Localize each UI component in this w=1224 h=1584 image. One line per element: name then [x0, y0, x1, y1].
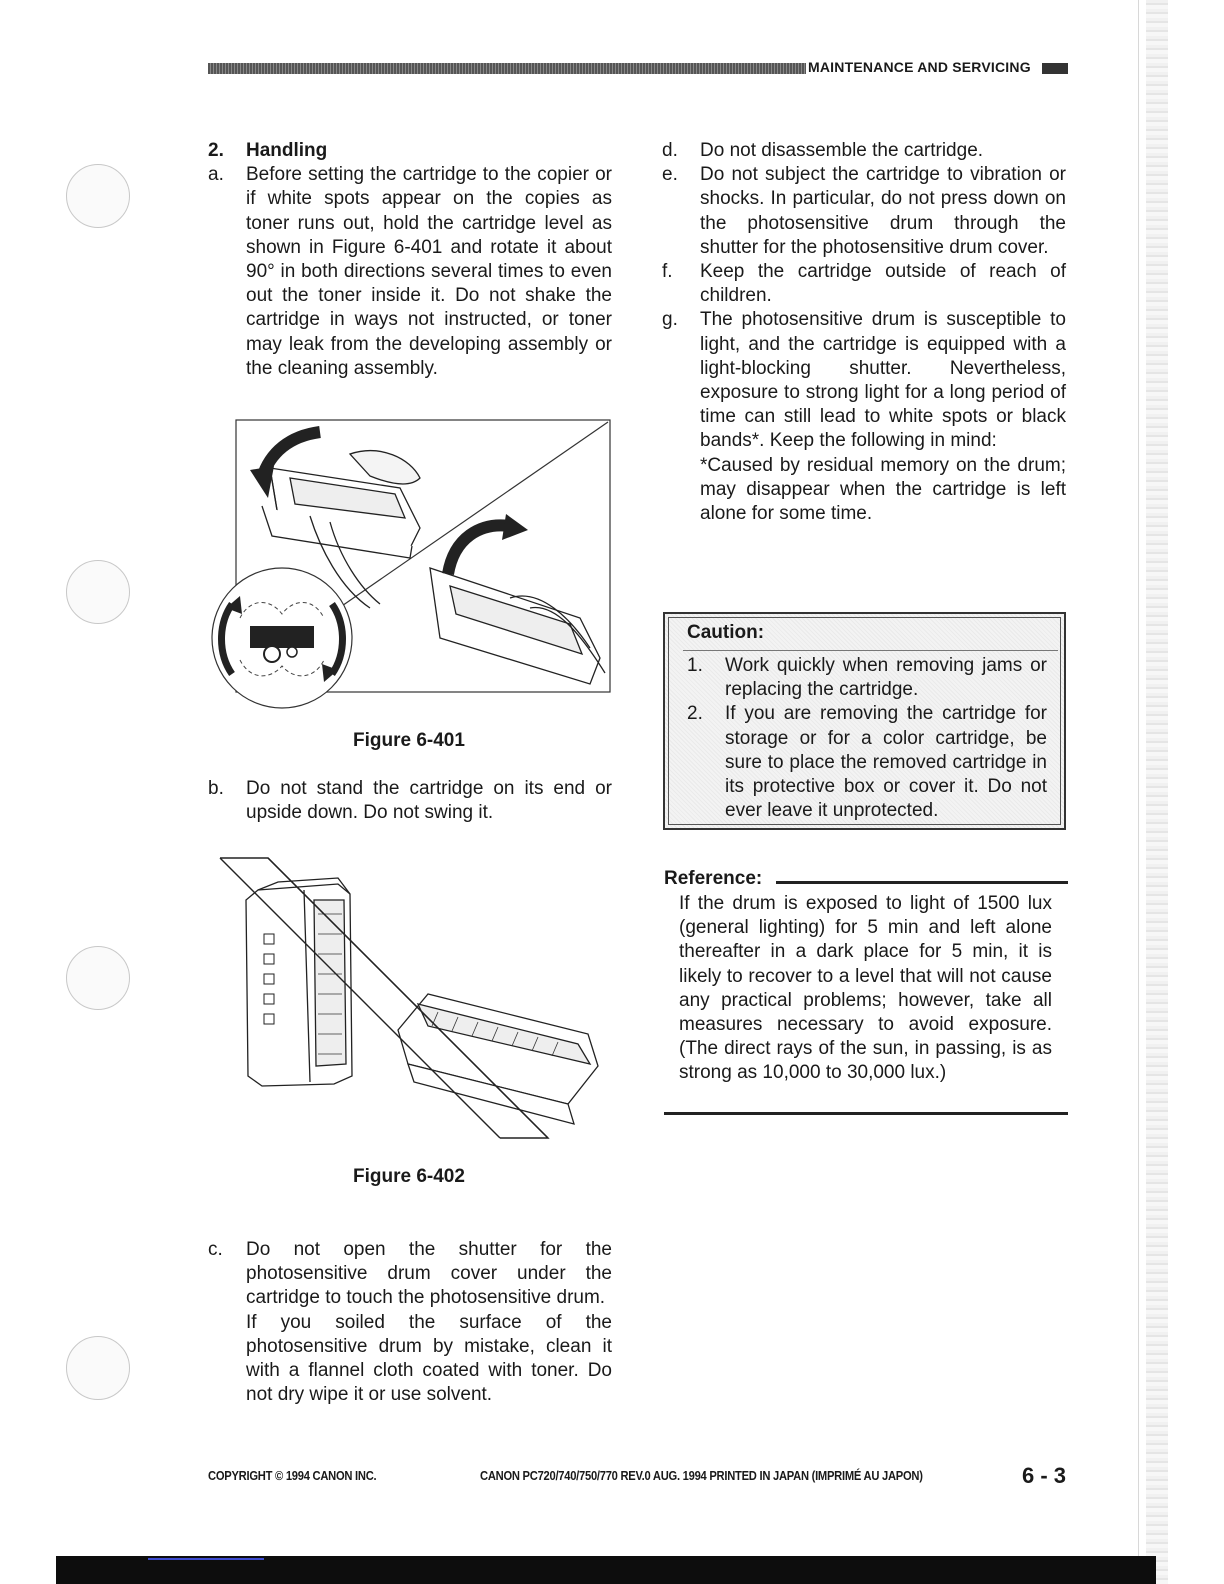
punch-hole — [66, 164, 130, 228]
item-text: Do not stand the cartridge on its end or upside down. Do not swing it. — [246, 778, 612, 824]
item-text: Do not disassemble the cartridge. — [700, 140, 984, 161]
item-text — [246, 1238, 612, 1407]
reference-text: If the drum is exposed to light of 1500 lux (general lighting) for 5 min and left alone thereafter in a dark place for 5 min, it is likely to recover to a level that will not cause any practical problems; however, take all measures necessary to avoid exposure. (The direct rays of the sun, in passing, is as strong as 10,000 to 30,000 lux.) — [679, 893, 1052, 1084]
item-text-part1: Do not open the shutter for the photosensitive drum cover under the cartridge to touch the photosensitive drum. — [246, 1239, 612, 1309]
caution-box — [663, 612, 1066, 830]
item-text-main: The photosensitive drum is susceptible to light, and the cartridge is equipped with a light-blocking shutter. Nevertheless, exposure to strong light for a long period of time can still lead to white spots or black bands*. Keep the following in mind: — [700, 309, 1066, 452]
figure-6-401 — [210, 418, 614, 722]
list-item — [662, 308, 1066, 526]
caution-title: Caution: — [687, 622, 765, 643]
section-title: MAINTENANCE AND SERVICING — [808, 59, 1031, 75]
footnote: *Caused by residual memory on the drum; may disappear when the cartridge is left alone for some time. — [700, 454, 1066, 525]
list-item — [687, 654, 1047, 702]
item-label: 1. — [687, 655, 703, 676]
list-item — [208, 777, 612, 825]
punch-hole — [66, 1336, 130, 1400]
precautions-list — [662, 139, 1066, 526]
list-item — [662, 163, 1066, 260]
list-item — [687, 702, 1047, 823]
caution-divider — [683, 650, 1058, 651]
cartridge-orientation-illustration — [218, 854, 608, 1144]
item-label: g. — [662, 309, 678, 331]
cartridge-rotation-illustration — [210, 418, 614, 722]
list-item — [662, 139, 1066, 163]
section-heading-text: Handling — [246, 140, 328, 161]
reference-title: Reference: — [664, 868, 763, 889]
item-text: If you are removing the cartridge for storage or for a color cartridge, be sure to place the removed cartridge in its protective box or cover it. Do not ever leave it unprotected. — [725, 703, 1047, 822]
copyright: COPYRIGHT © 1994 CANON INC. — [208, 1468, 377, 1483]
item-text — [700, 308, 1066, 526]
reference-bottom-rule — [664, 1112, 1068, 1115]
item-c — [208, 1238, 612, 1407]
section-heading — [208, 139, 612, 163]
list-item — [208, 163, 612, 381]
list-item — [208, 1238, 612, 1407]
scan-edge-line — [1138, 0, 1139, 1584]
header-end-block — [1042, 63, 1068, 74]
item-label: a. — [208, 164, 224, 186]
header-rule — [208, 63, 806, 74]
scan-bottom-bar — [56, 1556, 1156, 1584]
figure-caption: Figure 6-401 — [353, 730, 465, 751]
item-label: e. — [662, 164, 678, 186]
item-text: Do not subject the cartridge to vibration or shocks. In particular, do not press down on the photosensitive drum through the shutter for the photosensitive drum cover. — [700, 164, 1066, 258]
scan-edge-noise — [1146, 0, 1168, 1584]
item-text-part2: If you soiled the surface of the photosensitive drum by mistake, clean it with a flannel cloth coated with toner. Do not dry wipe it or use solvent. — [246, 1311, 612, 1406]
item-label: f. — [662, 261, 673, 283]
item-label: b. — [208, 778, 224, 799]
punch-hole — [66, 560, 130, 624]
punch-hole — [66, 946, 130, 1010]
publication-info: CANON PC720/740/750/770 REV.0 AUG. 1994 PRINTED IN JAPAN (IMPRIMÉ AU JAPON) — [480, 1468, 923, 1483]
section-number: 2. — [208, 140, 224, 161]
list-item — [662, 260, 1066, 308]
item-label: 2. — [687, 703, 703, 725]
item-text: Keep the cartridge outside of reach of children. — [700, 261, 1066, 307]
item-label: d. — [662, 140, 678, 161]
handling-section — [208, 139, 612, 381]
item-label: c. — [208, 1239, 223, 1260]
scan-bottom-accent — [148, 1558, 264, 1560]
figure-caption: Figure 6-402 — [353, 1166, 465, 1187]
item-text: Work quickly when removing jams or replacing the cartridge. — [725, 655, 1047, 701]
reference-rule — [776, 881, 1068, 884]
item-b — [208, 777, 612, 825]
item-text: Before setting the cartridge to the copier or if white spots appear on the copies as toner runs out, hold the cartridge level as shown in Figure 6-401 and rotate it about 90° in both directions several times to even out the toner inside it. Do not shake the cartridge in ways not instructed, or toner may leak from the developing assembly or the cleaning assembly. — [246, 164, 612, 379]
page-number: 6 - 3 — [1022, 1463, 1067, 1488]
caution-list — [687, 654, 1047, 823]
figure-6-402 — [218, 854, 608, 1144]
